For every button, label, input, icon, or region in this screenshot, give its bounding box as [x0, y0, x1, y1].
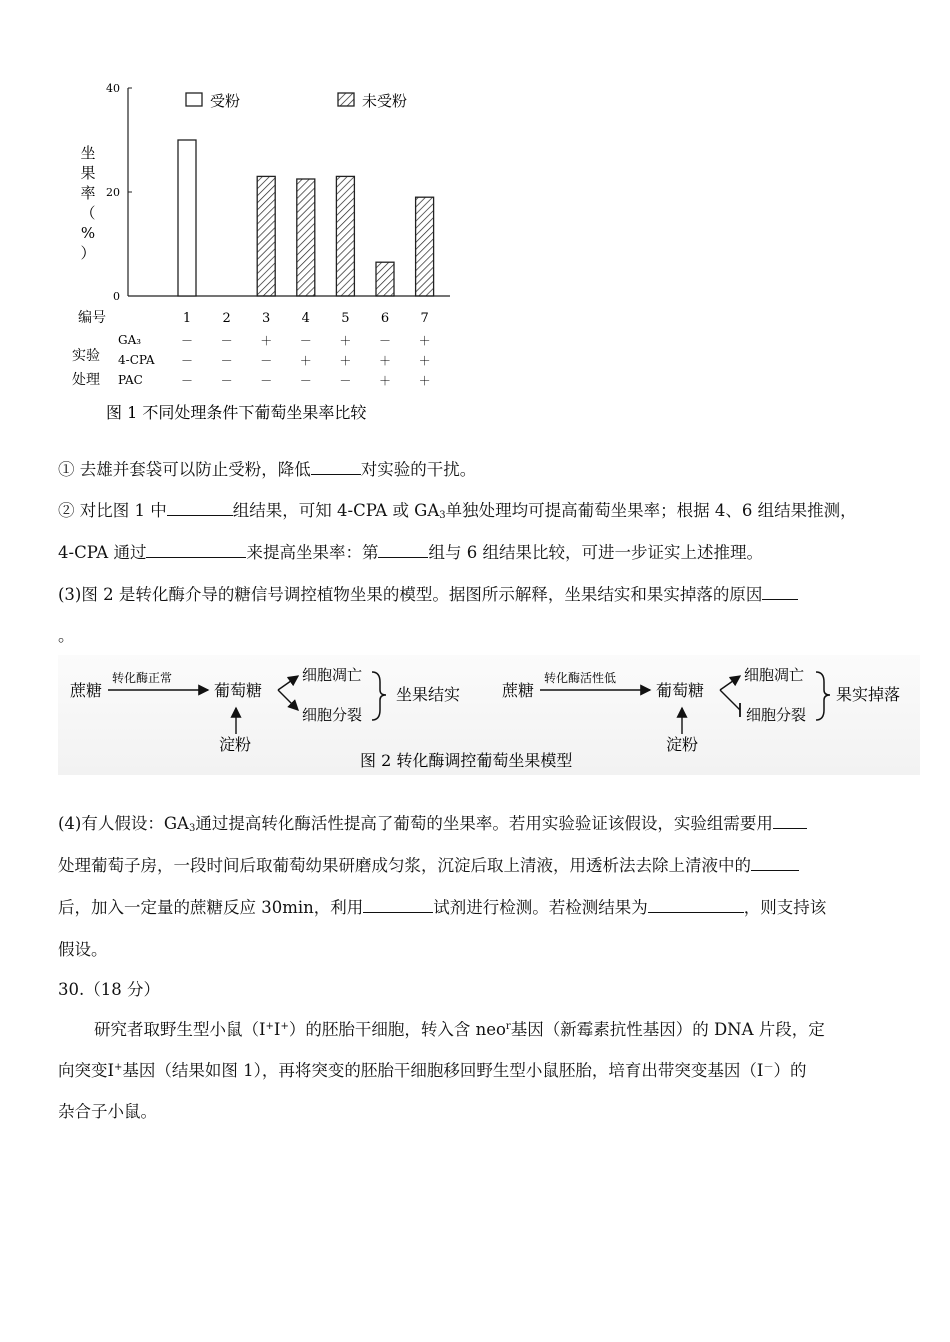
- treatment-mark: －: [260, 374, 273, 388]
- treatment-mark: ＋: [418, 354, 431, 368]
- x-tick-label: 6: [380, 311, 390, 326]
- text: 来提高坐果率：第: [246, 543, 379, 562]
- figure-1-caption: 图 1 不同处理条件下葡萄坐果率比较: [106, 403, 367, 422]
- apoptosis-label: 细胞凋亡: [744, 666, 805, 684]
- model-left: [70, 666, 460, 754]
- brace: [816, 672, 830, 720]
- text: 通过提高转化酶活性提高了葡萄的坐果率。若用实验验证该假设，实验组需要用: [195, 814, 773, 833]
- treatment-mark: －: [299, 374, 312, 388]
- x-tick-label: 2: [222, 311, 231, 326]
- answer-blank[interactable]: [648, 898, 744, 913]
- starch-label: 淀粉: [666, 735, 699, 754]
- row-label-number: 编号: [78, 310, 106, 326]
- x-tick-label: 4: [301, 311, 310, 326]
- starch-label: 淀粉: [219, 735, 252, 754]
- x-tick-label: 5: [341, 311, 350, 326]
- sucrose-label: 蔗糖: [70, 681, 103, 700]
- bar: [376, 262, 394, 296]
- row-label-treatment: 实验: [72, 348, 100, 364]
- treatment-mark: －: [220, 374, 233, 388]
- y-axis-label: %: [80, 224, 96, 242]
- superscript: +: [114, 1062, 123, 1073]
- question-4-line-4: [58, 936, 108, 960]
- text: 假设。: [58, 940, 108, 959]
- question-30-line-1: [94, 1016, 825, 1040]
- y-tick-label: 40: [106, 82, 120, 95]
- superscript: +: [265, 1021, 274, 1032]
- treatment-mark: －: [378, 334, 392, 348]
- question-2-line-2: [58, 539, 763, 563]
- text: ，则支持该: [743, 898, 827, 917]
- treatment-name: GA₃: [118, 333, 142, 347]
- question-30-line-2: [58, 1057, 806, 1081]
- treatment-mark: －: [180, 374, 194, 388]
- text: (3)图 2 是转化酶介导的糖信号调控植物坐果的模型。据图所示解释，坐果结实和果实掉落的原因: [58, 585, 763, 604]
- enzyme-low-label: 转化酶活性低: [544, 671, 617, 685]
- text: 组与 6 组结果比较，可进一步证实上述推理。: [428, 543, 763, 562]
- text: 。: [58, 626, 75, 645]
- x-tick-label: 3: [262, 311, 271, 326]
- result-fruit-drop: 果实掉落: [836, 685, 901, 704]
- treatment-mark: －: [260, 354, 273, 368]
- branch-down: [278, 690, 298, 710]
- enzyme-normal-label: 转化酶正常: [112, 671, 173, 685]
- text: 后，加入一定量的蔗糖反应 30min，利用: [58, 898, 364, 917]
- result-fruit-set: 坐果结实: [396, 685, 461, 704]
- bar: [336, 176, 354, 296]
- y-axis-label: 坐: [80, 144, 96, 162]
- superscript: －: [763, 1062, 774, 1073]
- figure-2-caption: 图 2 转化酶调控葡萄坐果模型: [360, 751, 573, 770]
- treatment-mark: －: [220, 334, 233, 348]
- question-3: [58, 581, 798, 605]
- legend-label: 未受粉: [362, 92, 408, 110]
- text: 研究者取野生型小鼠（Ⅰ: [94, 1020, 266, 1039]
- subscript: 3: [439, 510, 446, 521]
- y-axis-label: （: [80, 204, 96, 222]
- bar: [297, 179, 315, 296]
- figure-1-chart: [0, 0, 950, 440]
- treatment-mark: ＋: [418, 334, 431, 348]
- text: 基因（新霉素抗性基因）的 DNA 片段，定: [510, 1020, 825, 1039]
- branch-down-inhibit: [720, 690, 740, 710]
- y-axis-label: ）: [80, 244, 96, 262]
- y-axis-label: 果: [80, 164, 96, 182]
- model-right: [502, 666, 900, 754]
- question-1: [58, 456, 476, 480]
- question-4-line-1: [58, 810, 807, 834]
- figure-2-diagram: [0, 650, 950, 780]
- answer-blank[interactable]: [751, 856, 799, 871]
- superscript: +: [280, 1021, 289, 1032]
- treatment-mark: ＋: [339, 334, 352, 348]
- x-tick-label: 1: [182, 311, 192, 326]
- treatment-mark: ＋: [260, 334, 273, 348]
- treatment-mark: ＋: [378, 374, 392, 388]
- y-axis-label: 率: [80, 184, 96, 202]
- text: 对实验的干扰。: [360, 460, 477, 479]
- text: Ⅰ: [273, 1020, 281, 1039]
- treatment-name: 4-CPA: [118, 353, 155, 367]
- treatment-mark: －: [299, 334, 312, 348]
- text: 向突变Ⅰ: [58, 1061, 115, 1080]
- treatment-name: PAC: [118, 373, 143, 387]
- y-tick-label: 20: [106, 186, 120, 199]
- subscript: 3: [188, 823, 196, 834]
- question-30-header: [58, 976, 160, 1000]
- circle-number: ①: [58, 460, 75, 479]
- answer-blank[interactable]: [167, 501, 233, 516]
- sucrose-label: 蔗糖: [502, 681, 535, 700]
- branch-up: [720, 676, 740, 690]
- answer-blank[interactable]: [146, 543, 246, 558]
- treatment-mark: －: [180, 334, 194, 348]
- bar: [178, 140, 196, 296]
- text: ）的: [773, 1061, 807, 1080]
- question-30-line-3: [58, 1098, 157, 1122]
- text: 30.（18 分）: [58, 980, 160, 999]
- division-label: 细胞分裂: [302, 706, 363, 724]
- answer-blank[interactable]: [378, 543, 428, 558]
- question-4-line-2: [58, 852, 799, 876]
- legend-label: 受粉: [210, 92, 241, 110]
- text: 4-CPA 通过: [58, 543, 147, 562]
- legend-swatch-pollinated: [186, 93, 202, 106]
- legend-swatch-unpollinated: [338, 93, 354, 106]
- text: 杂合子小鼠。: [58, 1102, 157, 1121]
- glucose-label: 葡萄糖: [656, 681, 705, 700]
- text: 基因（结果如图 1），再将突变的胚胎干细胞移回野生型小鼠胚胎，培育出带突变基因（Ⅰ: [122, 1061, 764, 1080]
- branch-up: [278, 676, 298, 690]
- division-label: 细胞分裂: [746, 706, 807, 724]
- treatment-mark: ＋: [339, 354, 352, 368]
- row-label-treatment: 处理: [72, 372, 100, 388]
- text: 处理葡萄子房，一段时间后取葡萄幼果研磨成匀浆，沉淀后取上清液，用透析法去除上清液中的: [58, 856, 751, 875]
- question-4-line-3: [58, 894, 826, 918]
- glucose-label: 葡萄糖: [214, 681, 263, 700]
- text: 单独处理均可提高葡萄坐果率；根据 4、6 组结果推测，: [445, 501, 857, 520]
- treatment-mark: ＋: [299, 354, 312, 368]
- text: 去雄并套袋可以防止受粉，降低: [79, 460, 311, 479]
- brace: [372, 672, 386, 720]
- x-tick-label: 7: [420, 311, 429, 326]
- answer-blank[interactable]: [773, 814, 807, 829]
- treatment-mark: －: [339, 374, 352, 388]
- bar: [416, 197, 434, 296]
- answer-blank[interactable]: [311, 460, 361, 475]
- treatment-mark: －: [180, 354, 194, 368]
- superscript: r: [505, 1021, 511, 1032]
- bar: [257, 176, 275, 296]
- circle-number: ②: [58, 501, 75, 520]
- y-tick-label: 0: [113, 290, 120, 303]
- treatment-mark: －: [220, 354, 233, 368]
- text: ）的胚胎干细胞，转入含 neo: [288, 1020, 506, 1039]
- answer-blank[interactable]: [762, 585, 798, 600]
- question-2-line-1: [58, 497, 857, 521]
- text: (4)有人假设：GA: [58, 814, 189, 833]
- treatment-mark: ＋: [378, 354, 392, 368]
- question-3-end: [58, 622, 75, 646]
- text: 试剂进行检测。若检测结果为: [433, 898, 648, 917]
- treatment-mark: ＋: [418, 374, 431, 388]
- apoptosis-label: 细胞凋亡: [302, 666, 363, 684]
- answer-blank[interactable]: [363, 898, 433, 913]
- text: 对比图 1 中: [79, 501, 167, 520]
- text: 组结果，可知 4-CPA 或 GA: [232, 501, 440, 520]
